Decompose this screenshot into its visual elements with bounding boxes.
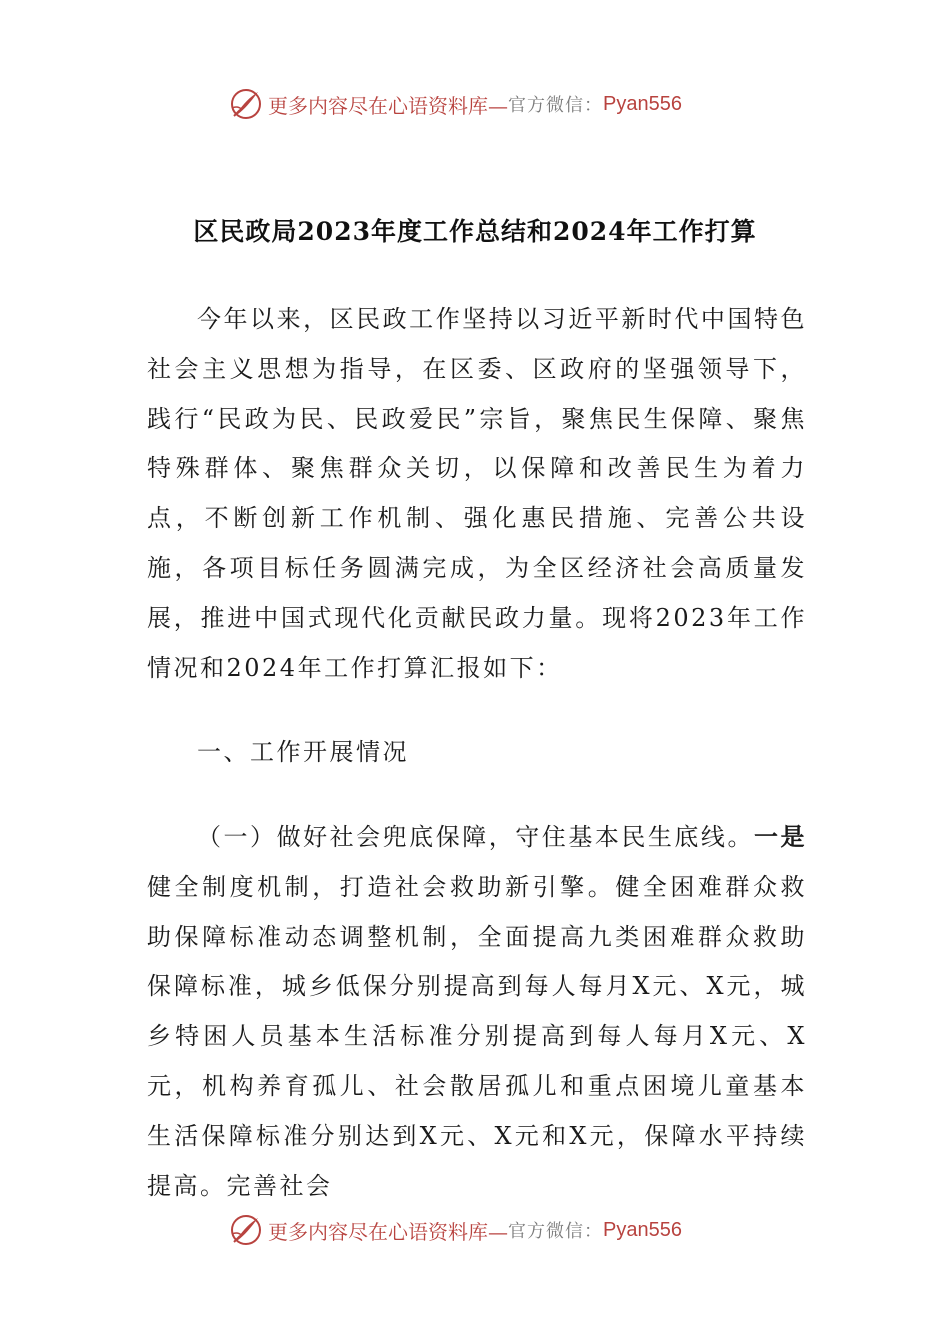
quill-pen-logo-icon: [228, 1212, 264, 1248]
subsection-lead: 一是: [753, 822, 808, 851]
subsection-paragraph: [147, 812, 807, 1211]
section-heading: 一、工作开展情况: [197, 738, 409, 766]
watermark-footer: [228, 1210, 748, 1250]
watermark-wechat-label: 官方微信：: [508, 1221, 603, 1242]
subsection-heading: （一）做好社会兜底保障，守住基本民生底线。: [197, 823, 754, 851]
watermark-wechat-label: 官方微信：: [508, 95, 603, 116]
watermark-header: [228, 84, 748, 124]
watermark-text: 更多内容尽在心语资料库—: [268, 1219, 508, 1244]
document-title: 区民政局2023年度工作总结和2024年工作打算: [193, 217, 757, 246]
quill-pen-logo-icon: [228, 86, 264, 122]
watermark-wechat-id: Pyan556: [603, 1218, 682, 1241]
subsection-body: 健全制度机制，打造社会救助新引擎。健全困难群众救助保障标准动态调整机制，全面提高九类困难群众救助保障标准，城乡低保分别提高到每人每月X元、X元，城乡特困人员基本生活标准分别提高到每人每月X元、X元，机构养育孤儿、社会散居孤儿和重点困境儿童基本生活保障标准分别达到X元、X元和X元，保障水平持续提高。完善社会: [147, 872, 807, 1200]
intro-paragraph: 今年以来，区民政工作坚持以习近平新时代中国特色社会主义思想为指导，在区委、区政府的坚强领导下，践行“民政为民、民政爱民”宗旨，聚焦民生保障、聚焦特殊群体、聚焦群众关切，以保障和改善民生为着力点，不断创新工作机制、强化惠民措施、完善公共设施，各项目标任务圆满完成，为全区经济社会高质量发展，推进中国式现代化贡献民政力量。现将2023年工作情况和2024年工作打算汇报如下：: [147, 305, 807, 682]
watermark-text: 更多内容尽在心语资料库—: [268, 93, 508, 118]
watermark-wechat-id: Pyan556: [603, 92, 682, 115]
